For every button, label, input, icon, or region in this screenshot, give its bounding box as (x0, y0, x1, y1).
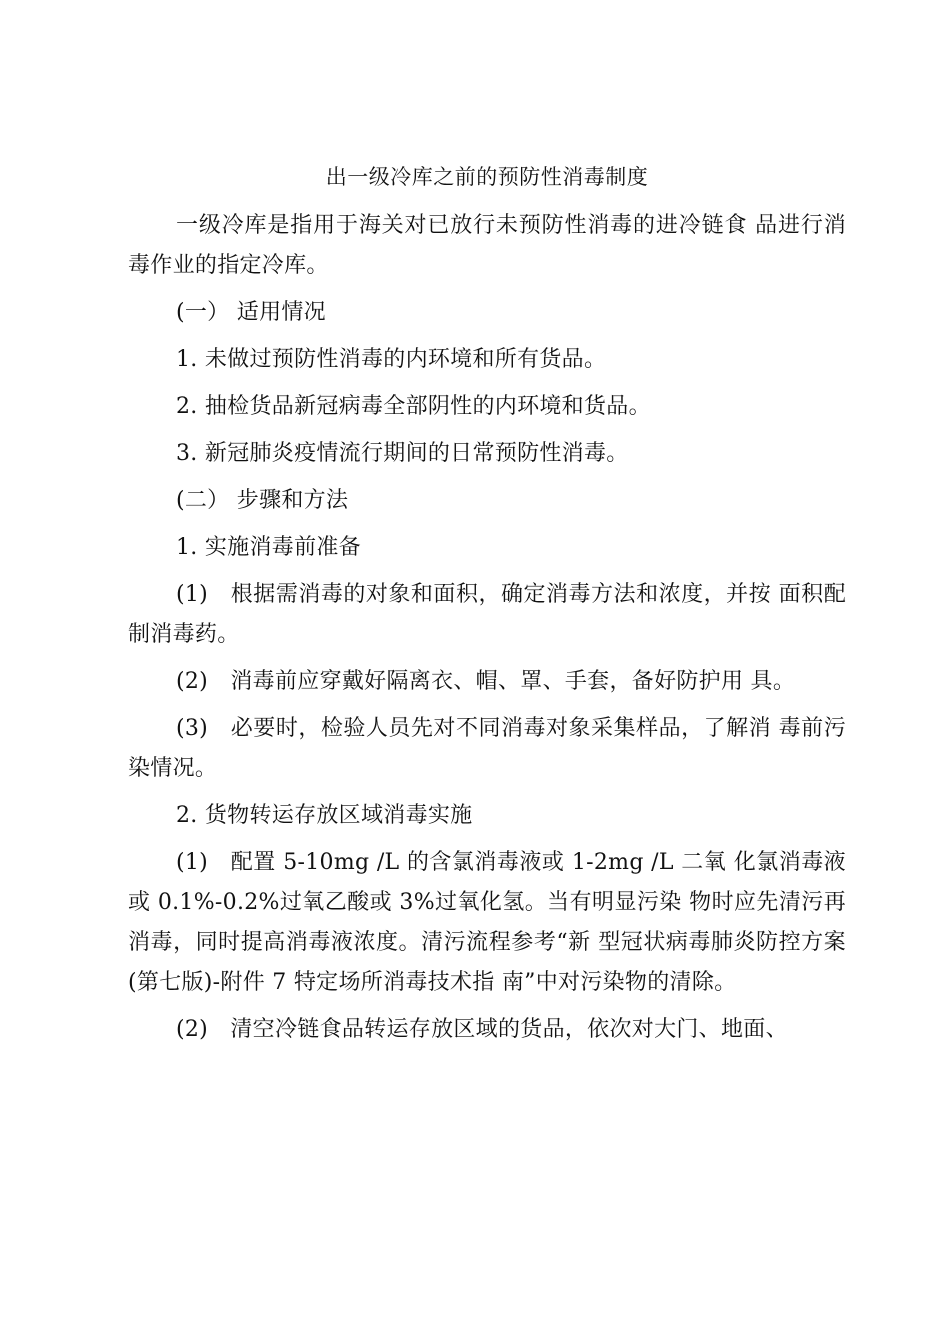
list-item: (3) 必要时，检验人员先对不同消毒对象采集样品，了解消 毒前污染情况。 (128, 716, 846, 781)
list-item: (1) 配置 5-10mg /L 的含氯消毒液或 1-2mg /L 二氧 化氯消毒液或 0.1%-0.2%过氧乙酸或 3%过氧化氢。当有明显污染 物时应先清污再消毒，同时提高消毒液浓度。清污流程参考“新 型冠状病毒肺炎防控方案(第七版)-附件 7 特定场所消毒技术指 南”中对污染物的清除。 (128, 850, 846, 995)
subsection-heading-disinfection: 2. 货物转运存放区域消毒实施 (176, 803, 473, 828)
list-item: (2) 消毒前应穿戴好隔离衣、帽、罩、手套，备好防护用 具。 (176, 669, 796, 694)
section-heading-applicable: (一） 适用情况 (176, 300, 326, 325)
document-page (128, 162, 846, 1057)
section-heading-steps: (二） 步骤和方法 (176, 488, 349, 513)
paragraph-definition: 一级冷库是指用于海关对已放行未预防性消毒的进冷链食 品进行消毒作业的指定冷库。 (128, 213, 846, 278)
list-item: 3. 新冠肺炎疫情流行期间的日常预防性消毒。 (176, 441, 629, 466)
subsection-heading-preparation: 1. 实施消毒前准备 (176, 535, 361, 560)
document-title: 出一级冷库之前的预防性消毒制度 (325, 165, 649, 189)
list-item: 2. 抽检货品新冠病毒全部阴性的内环境和货品。 (176, 394, 651, 419)
list-item: (1) 根据需消毒的对象和面积，确定消毒方法和浓度，并按 面积配制消毒药。 (128, 582, 846, 647)
list-item: (2) 清空冷链食品转运存放区域的货品，依次对大门、地面、 (176, 1017, 788, 1042)
list-item: 1. 未做过预防性消毒的内环境和所有货品。 (176, 347, 607, 372)
